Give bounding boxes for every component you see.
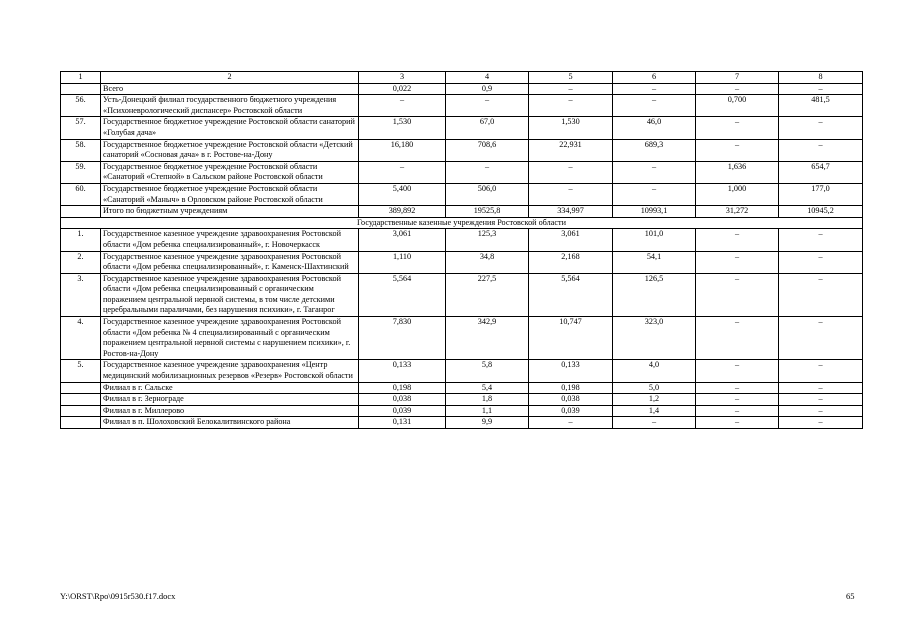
- value-cell: –: [696, 360, 779, 382]
- section-title: Государственные казенные учреждения Ростовской области: [61, 217, 863, 229]
- value-cell: –: [779, 229, 863, 251]
- value-cell: –: [696, 317, 779, 360]
- value-cell: –: [696, 139, 779, 161]
- value-cell: 10,747: [529, 317, 613, 360]
- value-cell: 101,0: [613, 229, 696, 251]
- value-cell: –: [779, 251, 863, 273]
- value-cell: –: [613, 183, 696, 205]
- value-cell: 125,3: [446, 229, 529, 251]
- value-cell: 0,022: [359, 83, 446, 95]
- value-cell: –: [613, 95, 696, 117]
- value-cell: –: [529, 83, 613, 95]
- row-number: 1.: [61, 229, 101, 251]
- value-cell: 5,564: [529, 273, 613, 316]
- row-number: 60.: [61, 183, 101, 205]
- header-cell: 6: [613, 72, 696, 84]
- value-cell: 0,038: [529, 394, 613, 406]
- value-cell: 1,8: [446, 394, 529, 406]
- value-cell: 0,198: [529, 382, 613, 394]
- value-cell: –: [529, 95, 613, 117]
- row-number: [61, 417, 101, 429]
- value-cell: –: [779, 382, 863, 394]
- row-number: [61, 405, 101, 417]
- table-row: [61, 273, 863, 316]
- value-cell: 689,3: [613, 139, 696, 161]
- value-cell: 34,8: [446, 251, 529, 273]
- value-cell: 31,272: [696, 206, 779, 218]
- value-cell: –: [696, 382, 779, 394]
- table-row: [61, 117, 863, 139]
- institution-name: Государственное казенное учреждение здравоохранения Ростовской области «Дом ребенка специализированный с органическим поражением центральной нервной системы, в том числе детскими церебральными параличами, без нарушения психики», г. Таганрог: [101, 273, 359, 316]
- value-cell: 0,198: [359, 382, 446, 394]
- value-cell: –: [446, 95, 529, 117]
- value-cell: –: [779, 317, 863, 360]
- value-cell: 334,997: [529, 206, 613, 218]
- value-cell: –: [779, 117, 863, 139]
- value-cell: –: [779, 417, 863, 429]
- page-number: 65: [846, 591, 855, 601]
- institution-name: Всего: [101, 83, 359, 95]
- institution-name: Государственное бюджетное учреждение Ростовской области «Детский санаторий «Сосновая дача» в г. Ростове-на-Дону: [101, 139, 359, 161]
- value-cell: 1,4: [613, 405, 696, 417]
- value-cell: 10945,2: [779, 206, 863, 218]
- table-row: [61, 251, 863, 273]
- value-cell: –: [779, 405, 863, 417]
- value-cell: 9,9: [446, 417, 529, 429]
- value-cell: 323,0: [613, 317, 696, 360]
- institution-name: Усть-Донецкий филиал государственного бюджетного учреждения «Психоневрологический диспансер» Ростовской области: [101, 95, 359, 117]
- section-row: [61, 217, 863, 229]
- value-cell: –: [529, 161, 613, 183]
- value-cell: 5,4: [446, 382, 529, 394]
- value-cell: 0,131: [359, 417, 446, 429]
- table-row: [61, 95, 863, 117]
- row-number: [61, 394, 101, 406]
- value-cell: –: [779, 394, 863, 406]
- value-cell: –: [779, 273, 863, 316]
- institution-name: Государственное бюджетное учреждение Ростовской области «Санаторий «Степной» в Сальском районе Ростовской области: [101, 161, 359, 183]
- table-row: [61, 183, 863, 205]
- value-cell: 1,110: [359, 251, 446, 273]
- row-number: 5.: [61, 360, 101, 382]
- value-cell: 16,180: [359, 139, 446, 161]
- data-table: [60, 71, 863, 429]
- value-cell: 5,0: [613, 382, 696, 394]
- row-number: 59.: [61, 161, 101, 183]
- value-cell: –: [779, 83, 863, 95]
- value-cell: –: [696, 229, 779, 251]
- value-cell: 0,038: [359, 394, 446, 406]
- value-cell: –: [529, 183, 613, 205]
- value-cell: –: [613, 83, 696, 95]
- table-row: [61, 360, 863, 382]
- row-number: 56.: [61, 95, 101, 117]
- value-cell: 3,061: [359, 229, 446, 251]
- value-cell: –: [446, 161, 529, 183]
- institution-name: Государственное казенное учреждение здравоохранения Ростовской области «Дом ребенка специализированный», г. Каменск-Шахтинский: [101, 251, 359, 273]
- row-number: [61, 83, 101, 95]
- row-number: 57.: [61, 117, 101, 139]
- header-cell: 2: [101, 72, 359, 84]
- header-cell: 8: [779, 72, 863, 84]
- row-number: 3.: [61, 273, 101, 316]
- value-cell: 46,0: [613, 117, 696, 139]
- table-row: [61, 206, 863, 218]
- value-cell: 0,700: [696, 95, 779, 117]
- value-cell: 5,8: [446, 360, 529, 382]
- value-cell: 4,0: [613, 360, 696, 382]
- institution-name: Государственное казенное учреждение здравоохранения «Центр медицинский мобилизационных резервов «Резерв» Ростовской области: [101, 360, 359, 382]
- table-row: [61, 139, 863, 161]
- value-cell: 0,039: [529, 405, 613, 417]
- value-cell: 7,830: [359, 317, 446, 360]
- row-number: 2.: [61, 251, 101, 273]
- value-cell: –: [359, 161, 446, 183]
- value-cell: 1,1: [446, 405, 529, 417]
- institution-name: Филиал в г. Сальске: [101, 382, 359, 394]
- row-number: [61, 382, 101, 394]
- value-cell: 481,5: [779, 95, 863, 117]
- value-cell: –: [696, 117, 779, 139]
- value-cell: 1,530: [359, 117, 446, 139]
- value-cell: –: [696, 417, 779, 429]
- value-cell: 126,5: [613, 273, 696, 316]
- value-cell: 177,0: [779, 183, 863, 205]
- table-row: [61, 394, 863, 406]
- table-row: [61, 317, 863, 360]
- table-row: [61, 161, 863, 183]
- value-cell: –: [613, 417, 696, 429]
- value-cell: 0,9: [446, 83, 529, 95]
- value-cell: 1,636: [696, 161, 779, 183]
- value-cell: 0,133: [359, 360, 446, 382]
- institution-name: Государственное казенное учреждение здравоохранения Ростовской области «Дом ребенка № 4 специализированный с органическим поражением центральной нервной системы с нарушением психики», г. Ростов-на-Дону: [101, 317, 359, 360]
- document-path: Y:\ORST\Rpo\0915r530.f17.docx: [60, 591, 176, 601]
- row-number: 4.: [61, 317, 101, 360]
- value-cell: 5,400: [359, 183, 446, 205]
- header-cell: 5: [529, 72, 613, 84]
- value-cell: 389,892: [359, 206, 446, 218]
- institution-name: Филиал в г. Миллерово: [101, 405, 359, 417]
- header-cell: 1: [61, 72, 101, 84]
- institution-name: Итого по бюджетным учреждениям: [101, 206, 359, 218]
- value-cell: 1,000: [696, 183, 779, 205]
- header-row: [61, 72, 863, 84]
- institution-name: Филиал в п. Шолоховский Белокалитвинского района: [101, 417, 359, 429]
- table-row: [61, 417, 863, 429]
- value-cell: 22,931: [529, 139, 613, 161]
- value-cell: 3,061: [529, 229, 613, 251]
- value-cell: 708,6: [446, 139, 529, 161]
- table-row: [61, 83, 863, 95]
- value-cell: 5,564: [359, 273, 446, 316]
- institution-name: Государственное бюджетное учреждение Ростовской области санаторий «Голубая дача»: [101, 117, 359, 139]
- table-row: [61, 405, 863, 417]
- value-cell: –: [696, 83, 779, 95]
- institution-name: Филиал в г. Зерноградe: [101, 394, 359, 406]
- value-cell: 1,2: [613, 394, 696, 406]
- value-cell: 1,530: [529, 117, 613, 139]
- institution-name: Государственное бюджетное учреждение Ростовской области «Санаторий «Маныч» в Орловском районе Ростовской области: [101, 183, 359, 205]
- value-cell: 19525,8: [446, 206, 529, 218]
- row-number: [61, 206, 101, 218]
- value-cell: –: [779, 139, 863, 161]
- value-cell: –: [613, 161, 696, 183]
- value-cell: –: [696, 405, 779, 417]
- value-cell: –: [696, 273, 779, 316]
- value-cell: 227,5: [446, 273, 529, 316]
- value-cell: 0,133: [529, 360, 613, 382]
- value-cell: 67,0: [446, 117, 529, 139]
- header-cell: 3: [359, 72, 446, 84]
- value-cell: 0,039: [359, 405, 446, 417]
- value-cell: 654,7: [779, 161, 863, 183]
- table-row: [61, 229, 863, 251]
- table-row: [61, 382, 863, 394]
- value-cell: –: [779, 360, 863, 382]
- institution-name: Государственное казенное учреждение здравоохранения Ростовской области «Дом ребенка специализированный», г. Новочеркасск: [101, 229, 359, 251]
- value-cell: 342,9: [446, 317, 529, 360]
- header-cell: 7: [696, 72, 779, 84]
- value-cell: 506,0: [446, 183, 529, 205]
- row-number: 58.: [61, 139, 101, 161]
- value-cell: –: [359, 95, 446, 117]
- value-cell: –: [529, 417, 613, 429]
- value-cell: 10993,1: [613, 206, 696, 218]
- header-cell: 4: [446, 72, 529, 84]
- value-cell: 2,168: [529, 251, 613, 273]
- value-cell: –: [696, 394, 779, 406]
- value-cell: 54,1: [613, 251, 696, 273]
- value-cell: –: [696, 251, 779, 273]
